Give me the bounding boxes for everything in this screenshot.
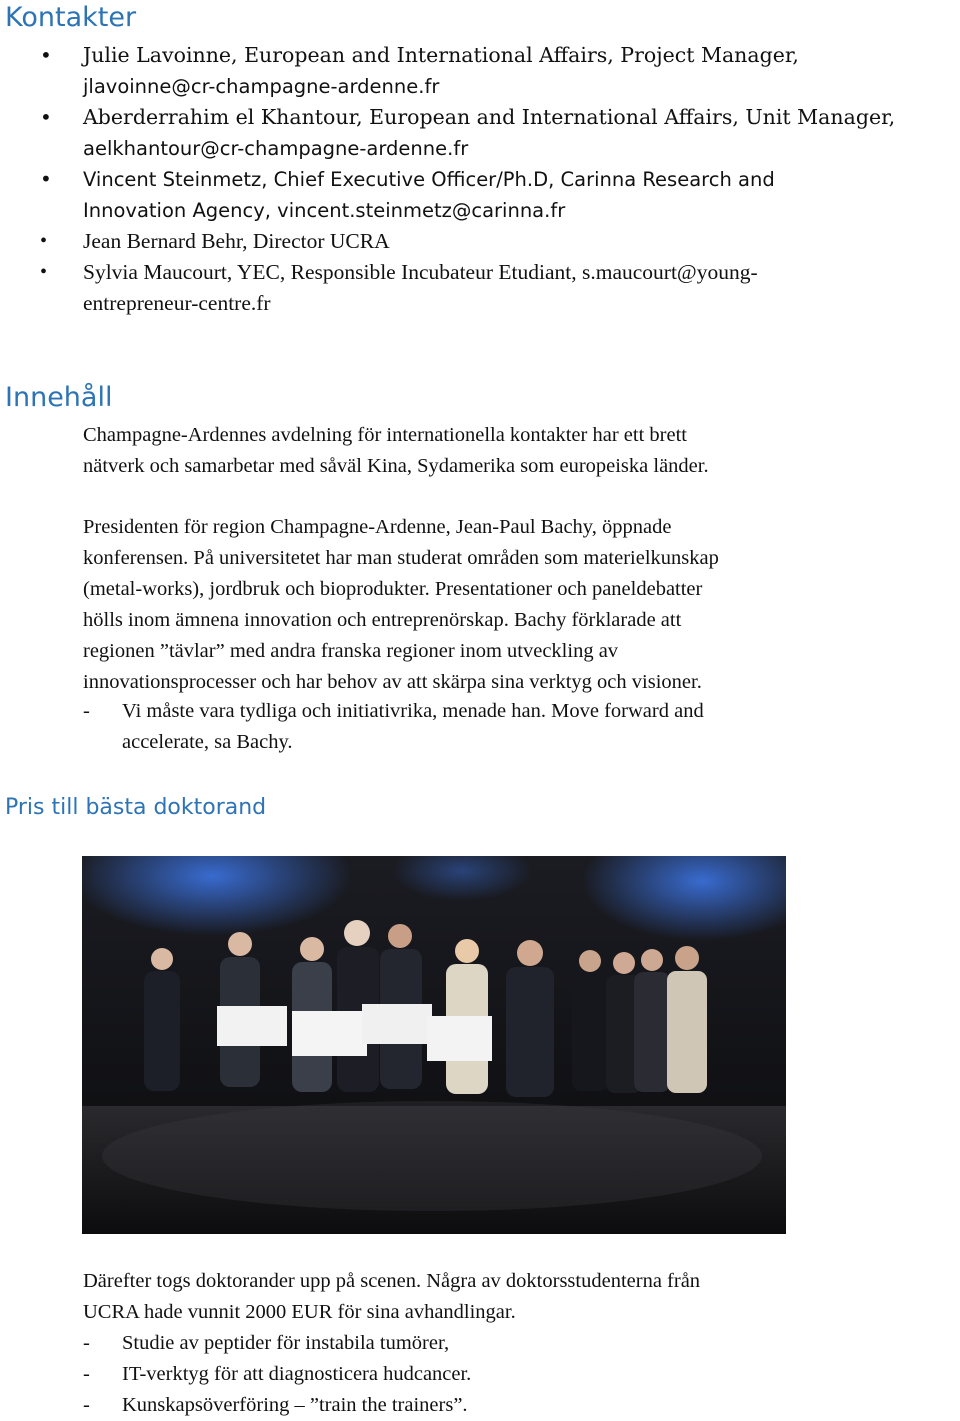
heading-kontakter: Kontakter — [5, 2, 137, 33]
contact-line: Aberderrahim el Khantour, European and International Affairs, Unit Manager, — [83, 105, 896, 129]
text-line: hölls inom ämnena innovation och entreprenörskap. Bachy förklarade att — [83, 609, 682, 631]
bullet-icon: • — [40, 230, 48, 252]
quote-list — [83, 696, 955, 758]
dash-icon: - — [83, 1363, 90, 1385]
contact-item — [0, 40, 960, 102]
text-line: Studie av peptider för instabila tumörer, — [122, 1332, 450, 1354]
bullet-icon: • — [40, 261, 48, 283]
thesis-list — [83, 1328, 955, 1421]
contact-email[interactable]: aelkhantour@cr-champagne-ardenne.fr — [83, 137, 469, 160]
dash-icon: - — [83, 700, 90, 722]
list-item — [83, 1359, 955, 1390]
contact-line: Jean Bernard Behr, Director UCRA — [83, 229, 390, 253]
text-line: IT-verktyg för att diagnosticera hudcancer. — [122, 1363, 472, 1385]
contact-line[interactable]: Innovation Agency, vincent.steinmetz@carinna.fr — [83, 199, 566, 222]
contact-line: Sylvia Maucourt, YEC, Responsible Incubateur Etudiant, s.maucourt@young- — [83, 260, 758, 284]
text-line: Vi måste vara tydliga och initiativrika, menade han. Move forward and — [122, 700, 704, 722]
text-line: Därefter togs doktorander upp på scenen. Några av doktorsstudenterna från — [83, 1270, 701, 1292]
bullet-icon: • — [40, 167, 52, 191]
text-line: accelerate, sa Bachy. — [122, 731, 293, 753]
contact-item — [0, 257, 960, 319]
award-ceremony-photo — [82, 856, 786, 1234]
text-line: regionen ”tävlar” med andra franska regioner inom utveckling av — [83, 640, 619, 662]
contact-line: Vincent Steinmetz, Chief Executive Officer/Ph.D, Carinna Research and — [83, 168, 775, 191]
contact-line: Julie Lavoinne, European and International Affairs, Project Manager, — [83, 43, 799, 67]
bullet-icon: • — [40, 43, 52, 67]
contact-item — [0, 102, 960, 164]
body-paragraph — [83, 512, 955, 698]
text-line: Champagne-Ardennes avdelning för internationella kontakter har ett brett — [83, 424, 687, 446]
quote-item — [83, 696, 955, 758]
list-item — [83, 1328, 955, 1359]
text-line: nätverk och samarbetar med såväl Kina, Sydamerika som europeiska länder. — [83, 455, 709, 477]
text-line: konferensen. På universitetet har man studerat områden som materielkunskap — [83, 547, 719, 569]
text-line: Presidenten för region Champagne-Ardenne, Jean-Paul Bachy, öppnade — [83, 516, 672, 538]
text-line: (metal-works), jordbruk och bioprodukter. Presentationer och paneldebatter — [83, 578, 703, 600]
text-line: Kunskapsöverföring – ”train the trainers”. — [122, 1394, 468, 1416]
text-line: UCRA hade vunnit 2000 EUR för sina avhandlingar. — [83, 1301, 516, 1323]
contact-email[interactable]: entrepreneur-centre.fr — [83, 291, 271, 315]
prize-paragraph — [83, 1266, 955, 1328]
list-item — [83, 1390, 955, 1421]
dash-icon: - — [83, 1394, 90, 1416]
text-line: innovationsprocesser och har behov av att skärpa sina verktyg och visioner. — [83, 671, 702, 693]
bullet-icon: • — [40, 105, 52, 129]
heading-innehall: Innehåll — [5, 382, 113, 413]
contact-item — [0, 164, 960, 226]
contact-email[interactable]: jlavoinne@cr-champagne-ardenne.fr — [83, 75, 440, 98]
dash-icon: - — [83, 1332, 90, 1354]
intro-paragraph — [83, 420, 955, 482]
contact-item — [0, 226, 960, 257]
heading-pris: Pris till bästa doktorand — [5, 795, 267, 820]
contact-list — [0, 40, 960, 319]
